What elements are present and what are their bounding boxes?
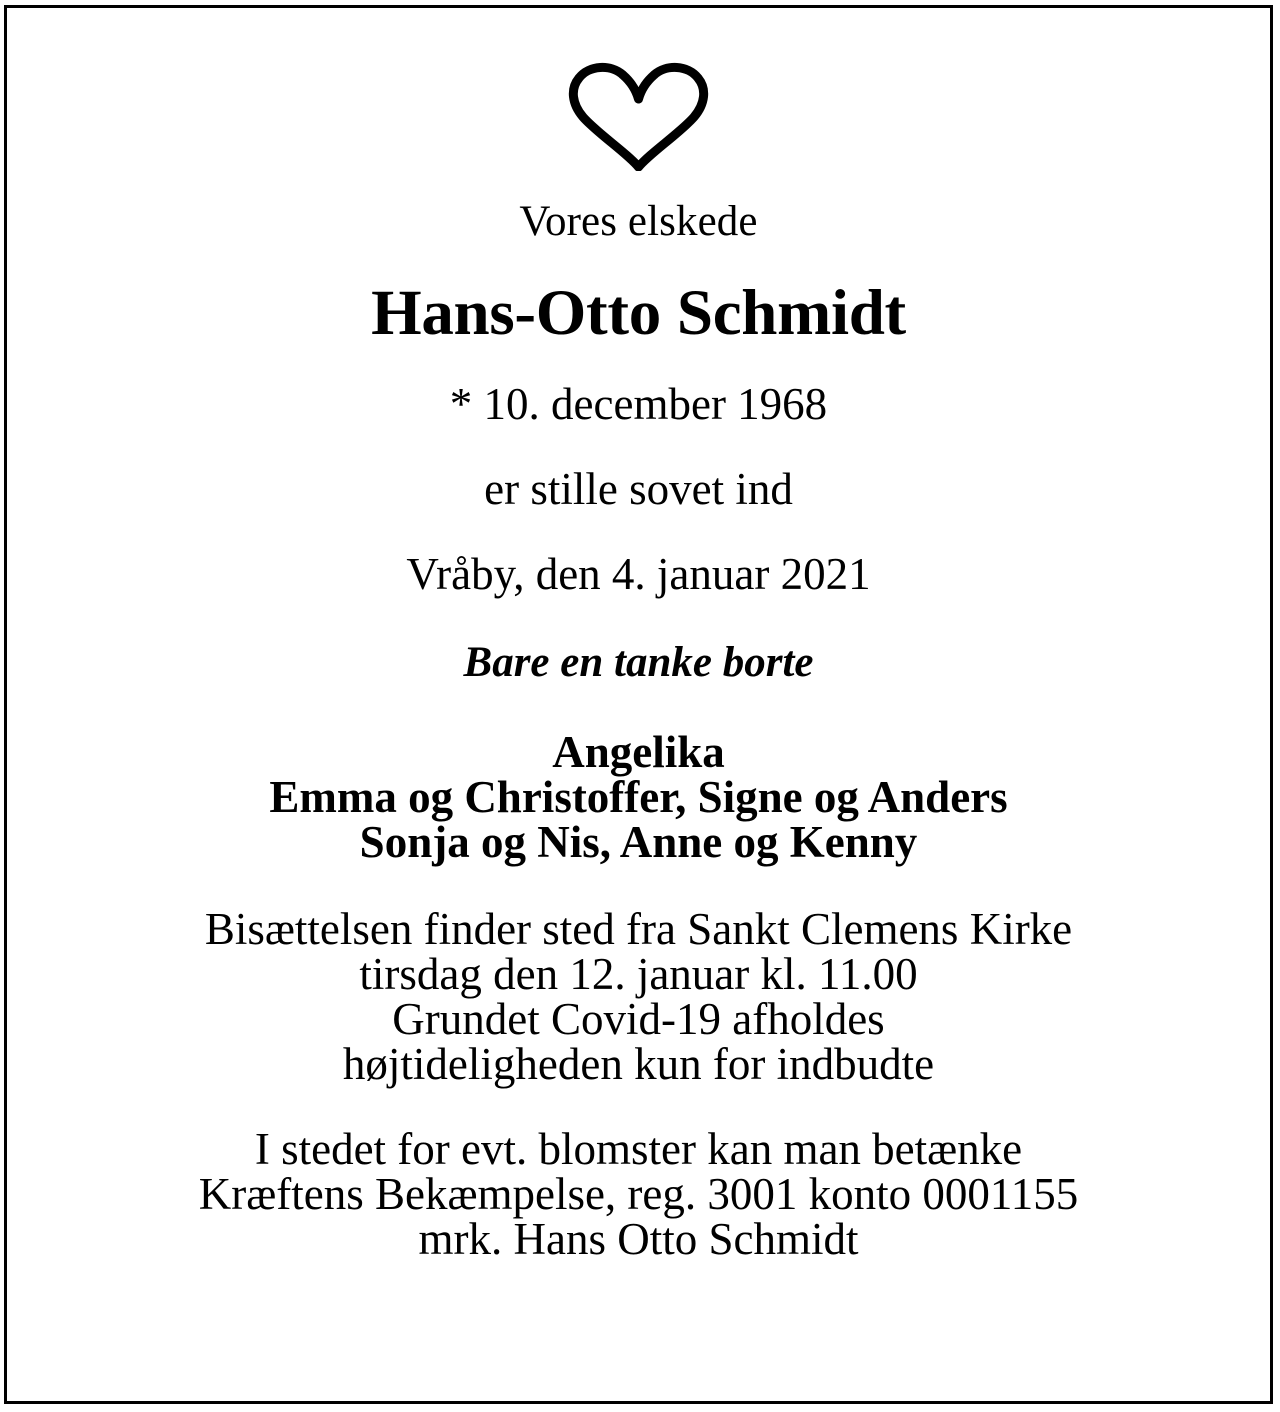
ceremony-line: højtideligheden kun for indbudte — [342, 1039, 935, 1089]
survivors-block — [269, 727, 1008, 867]
obituary-notice — [4, 5, 1273, 1404]
donation-line: Kræftens Bekæmpelse, reg. 3001 konto 0001155 — [198, 1169, 1079, 1219]
ceremony-line: Bisættelsen finder sted fra Sankt Clemens Kirke — [204, 904, 1073, 954]
donation-line: I stedet for evt. blomster kan man betænke — [254, 1124, 1023, 1174]
survivor-line: Emma og Christoffer, Signe og Anders — [269, 772, 1008, 822]
donation-line: mrk. Hans Otto Schmidt — [418, 1214, 859, 1264]
birth-line: * 10. december 1968 — [449, 379, 828, 429]
memorial-verse: Bare en tanke borte — [463, 639, 814, 686]
heart-icon — [567, 56, 711, 174]
ceremony-line: Grundet Covid-19 afholdes — [392, 994, 885, 1044]
donation-block — [198, 1124, 1079, 1264]
ceremony-block — [204, 904, 1073, 1089]
passing-line: er stille sovet ind — [484, 464, 793, 514]
deceased-name: Hans-Otto Schmidt — [371, 277, 906, 349]
place-and-date: Vråby, den 4. januar 2021 — [406, 549, 871, 599]
ceremony-line: tirsdag den 12. januar kl. 11.00 — [359, 949, 918, 999]
survivor-line: Sonja og Nis, Anne og Kenny — [359, 817, 918, 867]
survivor-line: Angelika — [552, 727, 725, 777]
lead-text: Vores elskede — [519, 198, 758, 245]
